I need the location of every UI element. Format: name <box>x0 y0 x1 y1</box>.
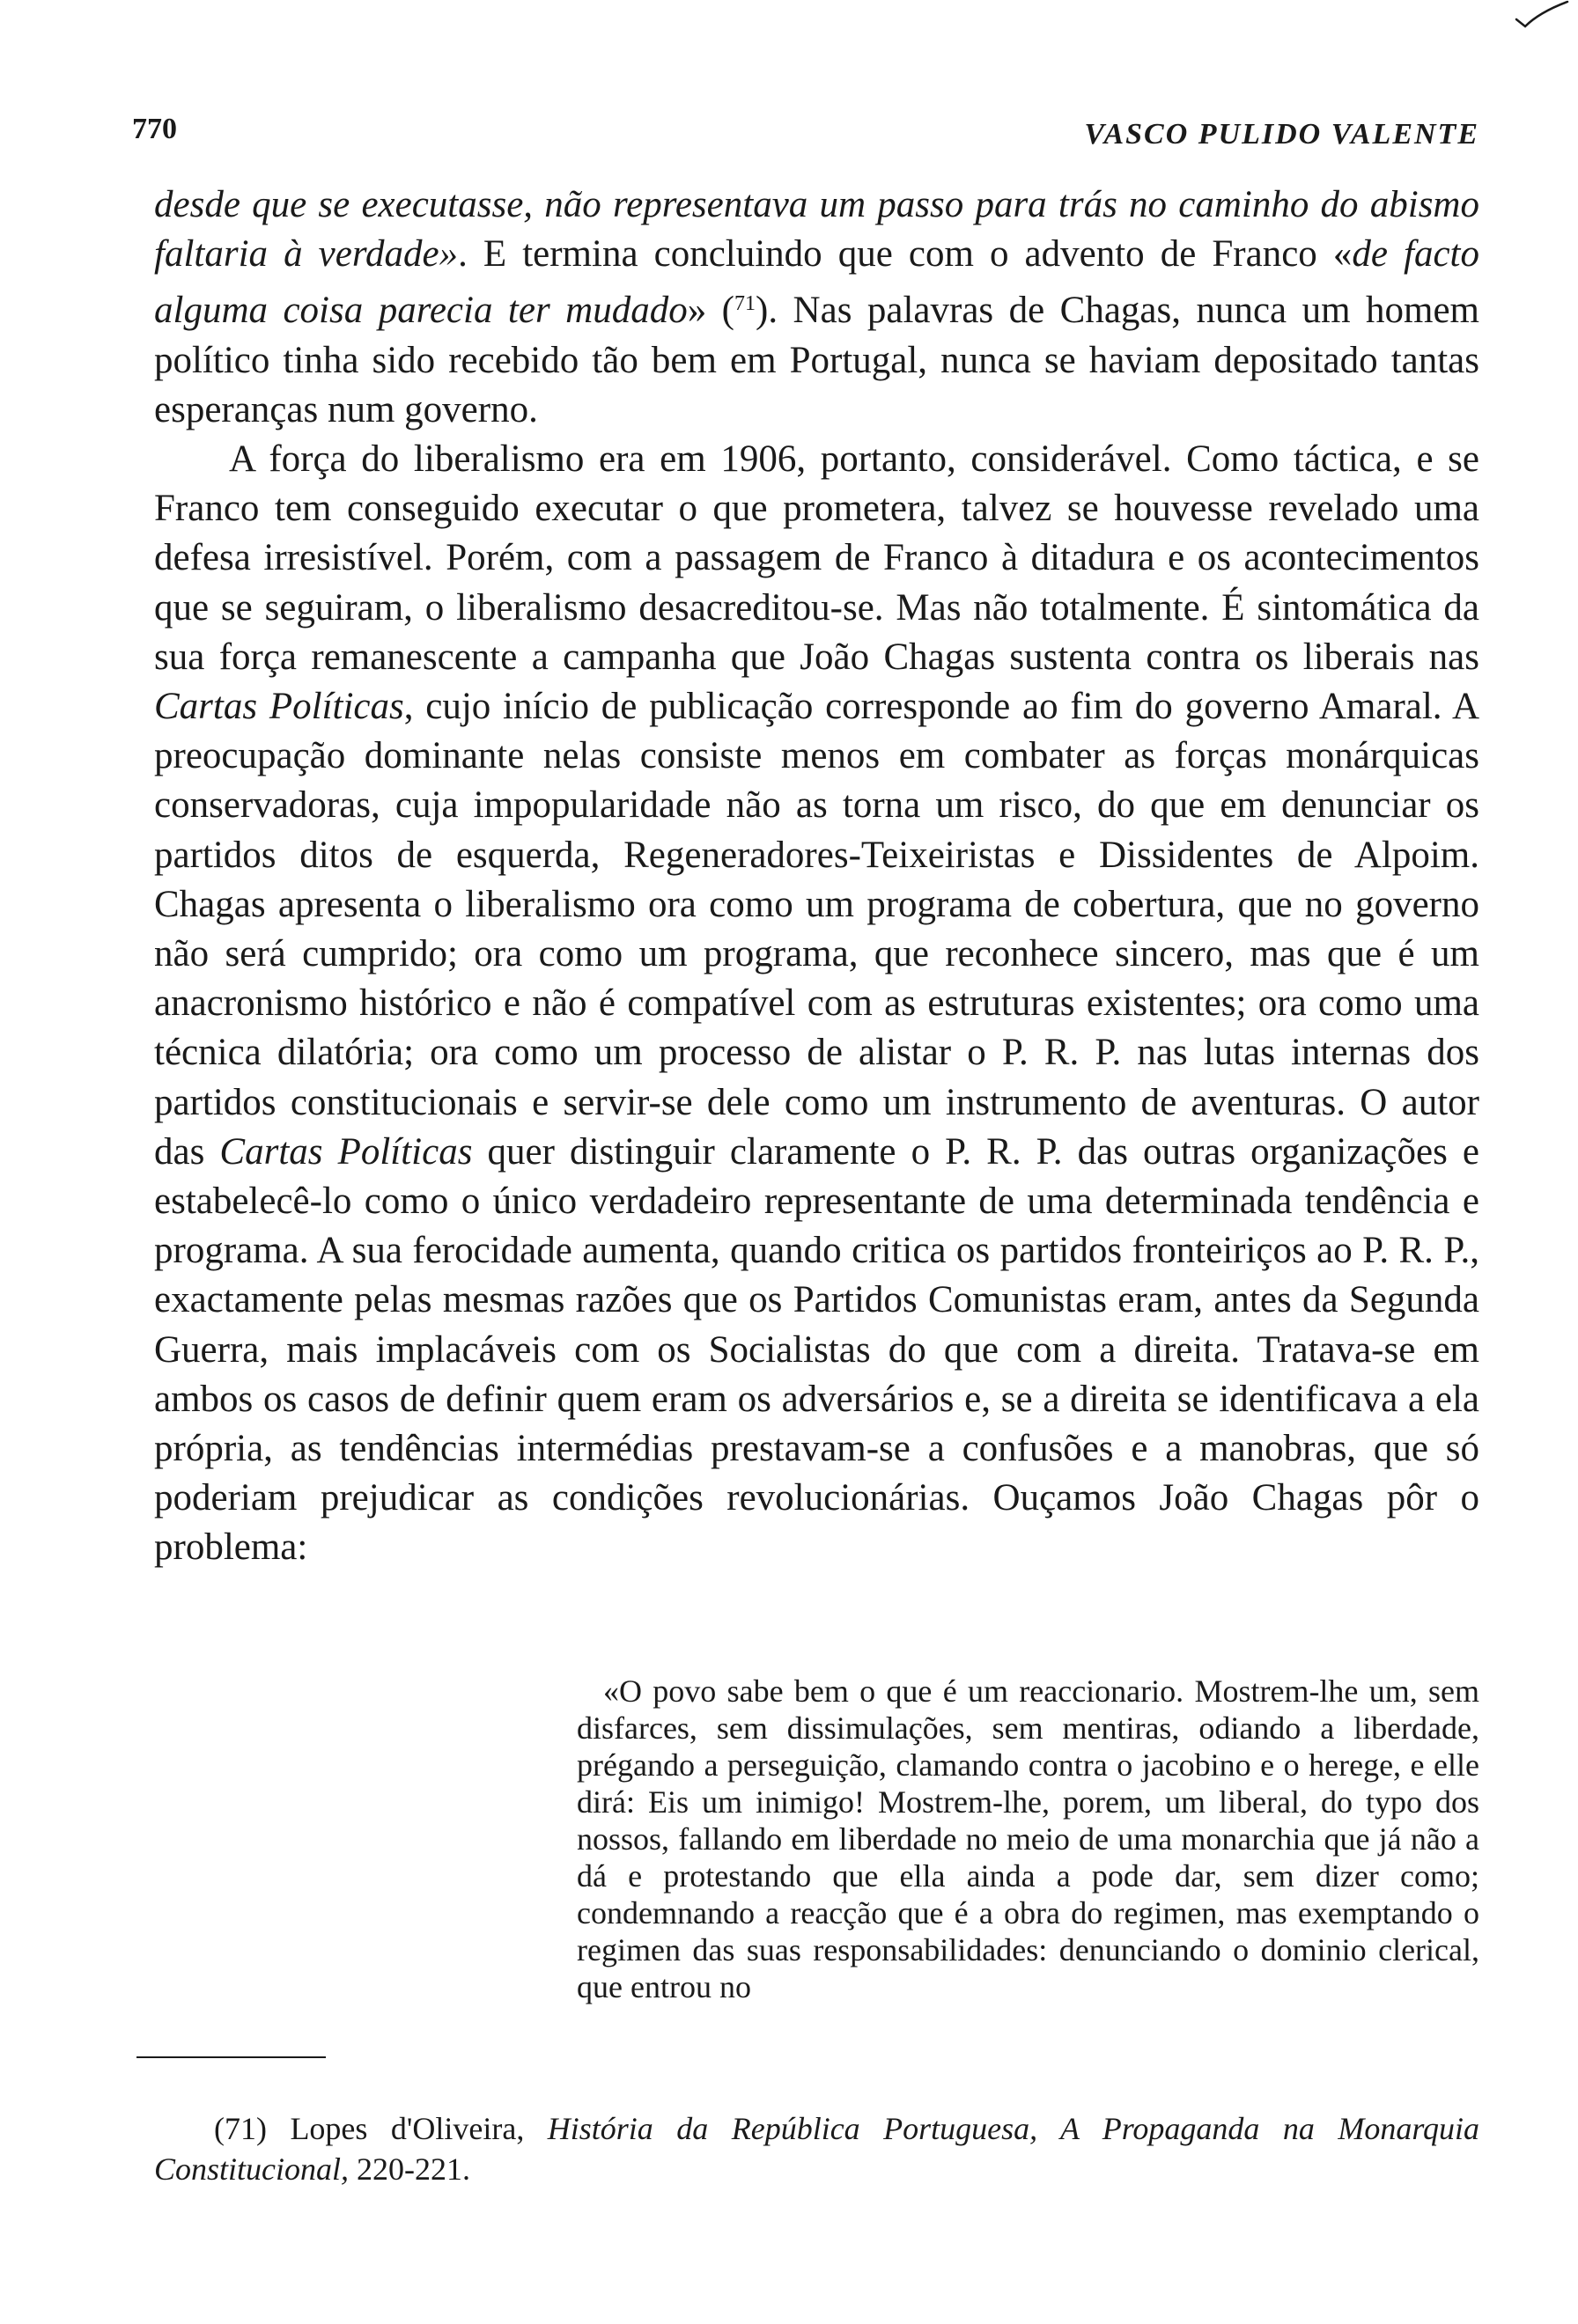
work-title: Cartas Políticas <box>219 1130 473 1173</box>
footnote-title: História da República Portuguesa, A Propaganda na Monarquia Constitucional, <box>154 2111 1479 2187</box>
block-quote: «O povo sabe bem o que é um reaccionario. Mostrem-lhe um, sem disfarces, sem dissimulações, sem mentiras, odiando a liberdade, prégando a perseguição, clamando contra o jacobino e o herege, e elle dirá: Eis um inimigo! Mostrem-lhe, porem, um liberal, do typo dos nossos, fallando em liberdade no meio de uma monarchia que já não a dá e protestando que ella ainda a pode dar, sem dizer como; condemnando a reacção que é a obra do regimen, mas exemptando o regimen das suas responsabilidades: denunciando o dominio clerical, que entrou no <box>577 1673 1479 2004</box>
page-header <box>132 113 1479 157</box>
paragraph-1: desde que se executasse, não representava um passo para trás no caminho do abismo faltaria à verdade». E termina concluindo que com o advento de Franco «de facto alguma coisa parecia ter mudado» ($^{71}$). Nas palavras de Chagas, nunca um homem político tinha sido recebido tão bem em Portugal, nunca se haviam depositado tantas esperanças num governo. <box>154 184 1480 430</box>
footnote-divider <box>136 2056 326 2058</box>
italic-quote-fragment: de facto alguma coisa parecia ter mudado <box>154 233 1480 332</box>
paragraph-2: A força do liberalismo era em 1906, portanto, considerável. Como táctica, e se Franco tem conseguido executar o que prometera, talvez se houvesse revelado uma defesa irresistível. Porém, com a passagem de Franco à ditadura e os acontecimentos que se seguiram, o liberalismo desacreditou-se. Mas não totalmente. É sintomática da sua força remanescente a campanha que João Chagas sustenta contra os liberais nas Cartas Políticas, cujo início de publicação corresponde ao fim do governo Amaral. A preocupação dominante nelas consiste menos em combater as forças monárquicas conservadoras, cuja impopularidade não as torna um risco, do que em denunciar os partidos ditos de esquerda, Regeneradores-Teixeiristas e Dissidentes de Alpoim. Chagas apresenta o liberalismo ora como um programa de cobertura, que no governo não será cumprido; ora como um programa, que reconhece sincero, mas que é um anacronismo histórico e não é compatível com as estruturas existentes; ora como uma técnica dilatória; ora como um processo de alistar o P. R. P. nas lutas internas dos partidos constitucionais e servir-se dele como um instrumento de aventuras. O autor das Cartas Políticas quer distinguir claramente o P. R. P. das outras organizações e estabelecê-lo como o único verdadeiro representante de uma determinada tendência e programa. A sua ferocidade aumenta, quando critica os partidos fronteiriços ao P. R. P., exactamente pelas mesmas razões que os Partidos Comunistas eram, antes da Segunda Guerra, mais implacáveis com os Socialistas do que com a direita. Tratava-se em ambos os casos de definir quem eram os adversários e, se a direita se identificava a ela própria, as tendências intermédias prestavam-se a confusões e a manobras, que só poderiam prejudicar as condições revolucionárias. Ouçamos João Chagas pôr o problema: <box>154 438 1479 1569</box>
footnote-reference: 71 <box>734 292 756 316</box>
footnote-marker: (71) <box>214 2111 267 2146</box>
running-head: VASCO PULIDO VALENTE <box>1084 118 1479 151</box>
page-number: 770 <box>132 113 177 145</box>
work-title: Cartas Políticas <box>154 686 404 728</box>
italic-quote-fragment: desde que se executasse, não representava um passo para trás no caminho do abismo faltaria à verdade» <box>154 184 1479 276</box>
footnote: (71) Lopes d'Oliveira, História da República Portuguesa, A Propaganda na Monarquia Constitucional, 220-221. <box>154 2111 1479 2187</box>
check-mark-icon <box>1513 0 1574 35</box>
body-text <box>154 180 1479 1573</box>
